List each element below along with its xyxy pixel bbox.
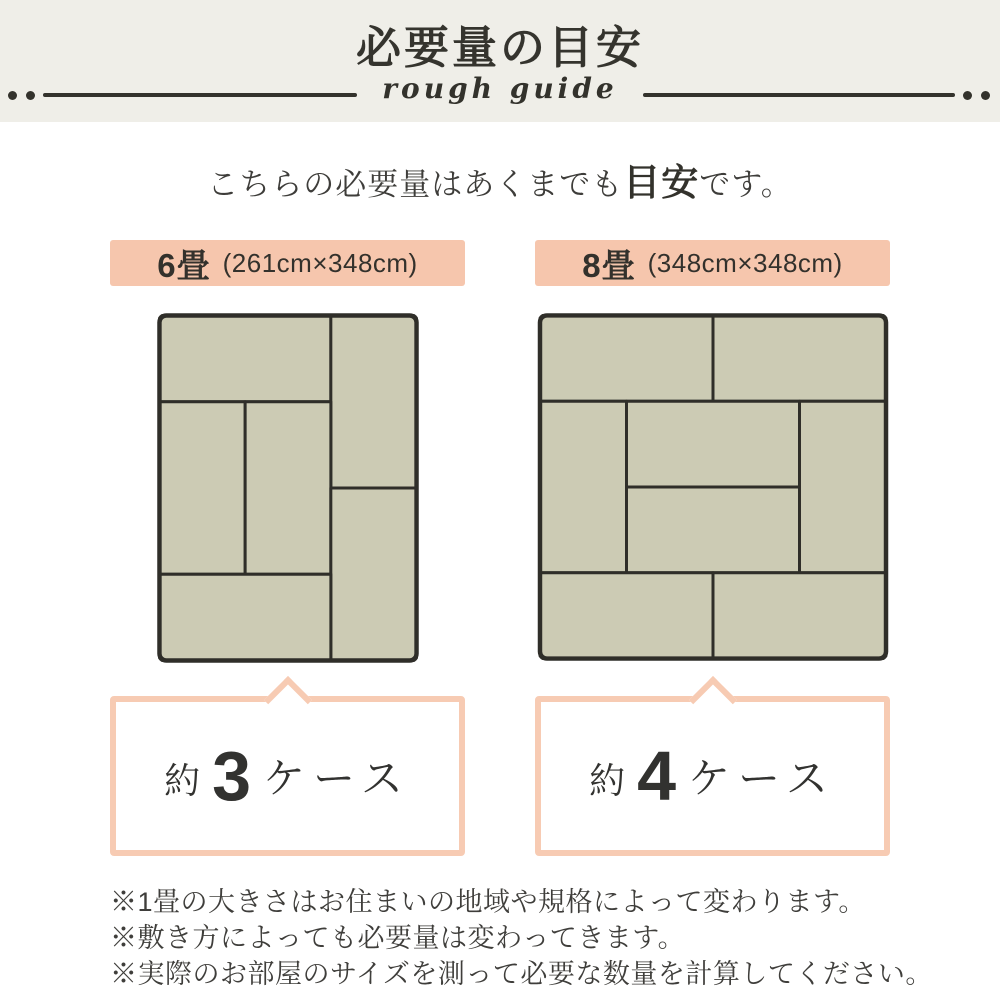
case-count-number: 3 <box>212 737 252 815</box>
room-column-6jo <box>110 240 465 858</box>
footnote-line: ※実際のお部屋のサイズを測って必要な数量を計算してください。 <box>110 959 933 989</box>
intro-sentence <box>0 152 1000 206</box>
footnotes <box>110 884 1000 992</box>
case-count-box-6jo <box>110 696 465 856</box>
room-label-8jo <box>535 240 890 286</box>
script-subtitle: rough guide <box>382 72 618 105</box>
room-label-6jo <box>110 240 465 286</box>
intro-post: です。 <box>699 167 793 202</box>
tatami-layout-diagram-8jo <box>537 313 888 661</box>
room-size-label: 6畳 <box>157 246 211 284</box>
room-column-8jo <box>535 240 890 858</box>
case-suffix: ケース <box>688 755 836 802</box>
case-prefix: 約 <box>164 760 201 801</box>
page-title: 必要量の目安 <box>355 22 644 73</box>
room-dimensions-label: (348cm×348cm) <box>647 247 843 278</box>
case-prefix: 約 <box>589 760 626 801</box>
case-count-box-8jo <box>535 696 890 856</box>
case-count-text <box>164 737 411 815</box>
pointer-notch <box>688 676 736 724</box>
tatami-layout-diagram-6jo <box>157 313 419 663</box>
room-columns <box>0 240 1000 858</box>
pointer-notch <box>263 676 311 724</box>
decor-line-right <box>643 93 955 97</box>
intro-pre: こちらの必要量はあくまでも <box>207 167 624 202</box>
case-suffix: ケース <box>263 755 411 802</box>
case-count-number: 4 <box>637 737 677 815</box>
footnote-line: ※敷き方によっても必要量は変わってきます。 <box>110 923 686 953</box>
case-count-text <box>589 737 836 815</box>
decor-dot <box>981 91 990 100</box>
header <box>0 0 1000 122</box>
footnote-line: ※1畳の大きさはお住まいの地域や規格によって変わります。 <box>110 887 866 917</box>
intro-emphasis: 目安 <box>623 162 700 203</box>
room-dimensions-label: (261cm×348cm) <box>222 247 418 278</box>
decor-dot <box>963 91 972 100</box>
room-size-label: 8畳 <box>582 246 636 284</box>
